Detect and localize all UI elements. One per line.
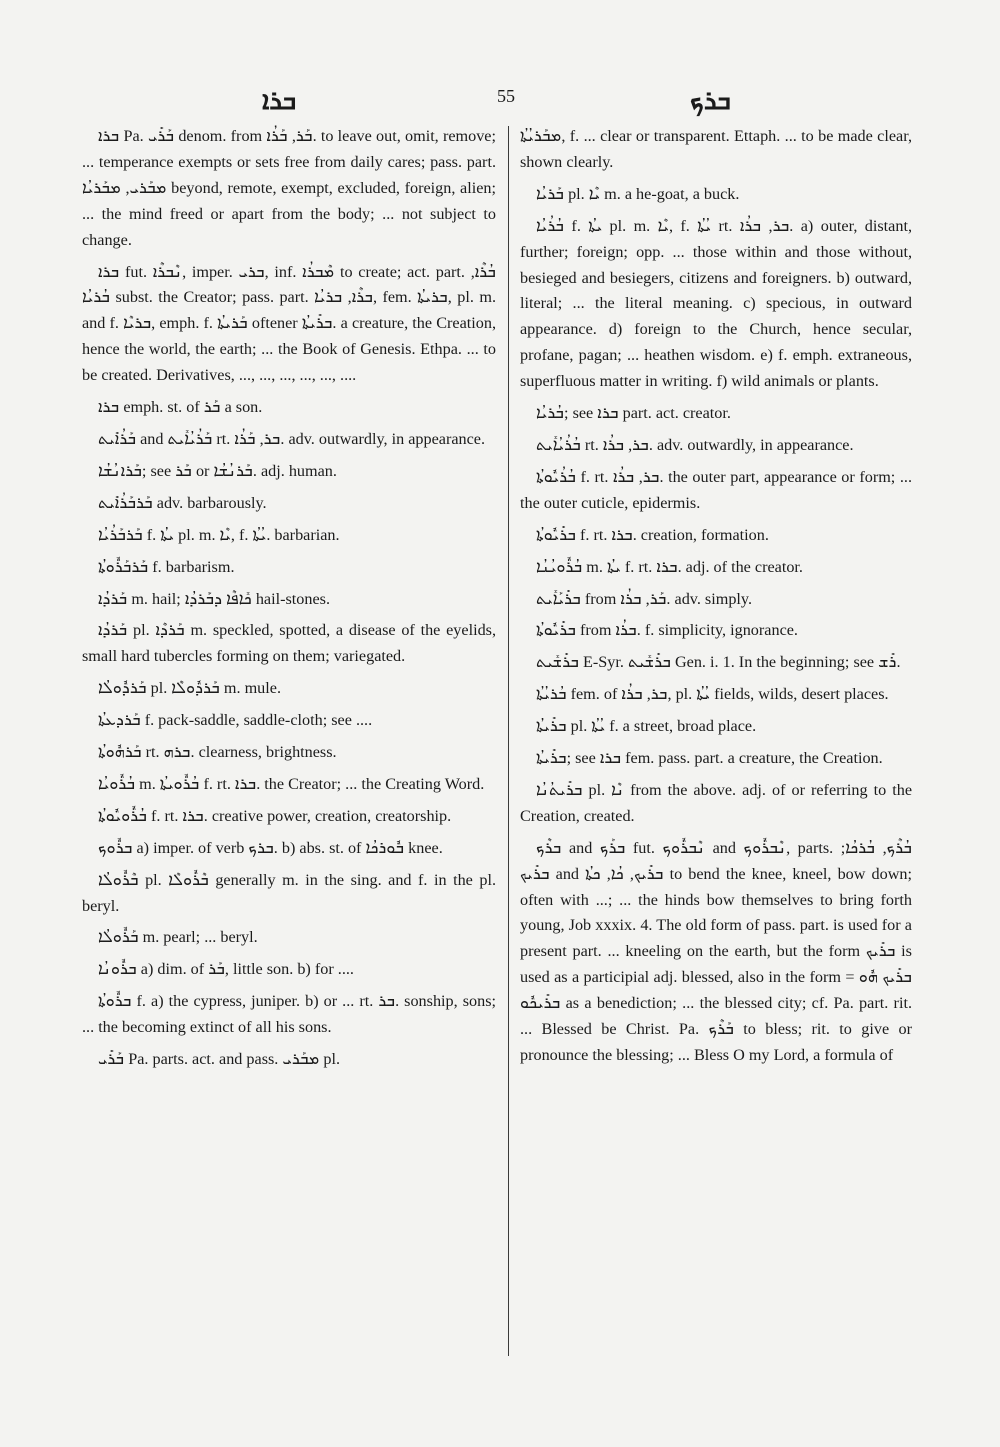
page-number: 55 [497, 86, 515, 106]
dictionary-entry: ܒܰܪܒܰܪܽܘܬܳܐ f. barbarism. [98, 557, 235, 576]
dictionary-entry: ܒܶܪܽܘܠܳܐ pl. ܒܶܪܽܘܠܶܐ generally m. in the sing. and f. in the pl. beryl. [82, 870, 497, 915]
dictionary-entry: ܒܪܽܘܬܳܐ f. a) the cypress, juniper. b) or ... rt. ܒܪ. sonship, sons; ... the becoming extinct of all his sons. [82, 992, 496, 1037]
dictionary-entry: ܒܪܽܘܢܳܐ a) dim. of ܒܰܪ, little son. b) for .... [98, 960, 354, 979]
dictionary-entry: ܒܪܶܟ and ܒܪܰܟ fut. ܢܶܒܪܽܘܟ and ܢܶܒܪܽܘܟ, parts. ܒܳܪܶܟ, ܒܳܪܟܳܐ; ܒܪܺܝܟ and ܒܪܺܝܟ, ܟܳܐ, ܟܬܳܐ to bend the knee, kneel, bow down; often with ...; ... the hinds bow themselves to bring forth young, Job xxxix. 4. The old form of pass. part. is used for a present part. ... kneeling on the earth, but the form ܒܪܺܝܟ is used as a participial adj. blessed, also in the form ܒܪܺܝܟ ܗܽܘ = ܒܪܺܝܟܽܘ as a benediction; ... the blessed city; cf. Pa. part. rit. ... Blessed be Christ. Pa. ܒܰܪܶܟ to bless; rit. to give or pronounce the blessing; ... Bless O my Lord, a formula of [520, 838, 913, 1064]
dictionary-entry: ܒܪܺܫܺܝܬ E-Syr. ܒܪܺܫܺܝܬ Gen. i. 1. In the beginning; see ܪܺܫ. [536, 653, 901, 672]
right-running-head: ܒܪܟ [690, 86, 731, 115]
dictionary-entry: ܡܒܰܪܝܳܬܳܐ, f. ... clear or transparent. Ettaph. ... to be made clear, shown clearly. [520, 127, 912, 171]
dictionary-entry: ܒܰܪܺܝ Pa. parts. act. and pass. ܡܒܰܪܝ pl. [98, 1050, 341, 1069]
dictionary-entry: ܒܰܪܒܰܪܳܐܺܝܬ adv. barbarously. [98, 493, 267, 512]
dictionary-entry: ܒܪܐ Pa. ܒܰܪܺܝ denom. from ܒܰܪ, ܒܰܪܳܐ. to leave out, omit, remove; ... temperance exempts or sets free from daily cares; pass. part. ܡܒܰܪܝ, ܡܒܰܪܝܳܐ beyond, remote, exempt, excluded, foreign, alien; ... the mind freed or apart from the body; ... not subject to change. [82, 127, 497, 249]
right-column [520, 124, 912, 1075]
dictionary-entry: ܒܰܪܝܳܐ pl. ܝܶܐ m. a he-goat, a buck. [536, 184, 740, 203]
dictionary-entry: ܒܰܪܗܽܘܬܳܐ rt. ܒܪܗ. clearness, brightness. [98, 743, 337, 762]
dictionary-entry: ܒܪܺܝܬܳܐ pl. ܝܳܬܳܐ f. a street, broad place. [536, 717, 757, 736]
dictionary-entry: ܒܰܪܕܳܐ pl. ܒܰܪܕܶܐ m. speckled, spotted, a disease of the eyelids, small hard tubercles forming on them; variegated. [82, 621, 497, 666]
dictionary-entry: ܒܪܐ fut. ܢܶܒܪܶܐ, imper. ܒܪܝ, inf. ܡܶܒܪܳܐ to create; act. part. ܒܳܪܶܐ, ܒܳܪܝܳܐ subst. the Creator; pass. part. ܒܪܶܐ, ܒܪܝܳܐ, fem. ܒܪܝܬܳܐ, pl. m. and f. ܒܪܝܶܐ, emph. f. ܒܰܪܝܬܳܐ oftener ܒܪܺܝܬܳܐ. a creature, the Creation, hence the world, the earth; ... the Book of Genesis. Ethpa. ... to be created. Derivatives, ..., ..., ..., ..., ..., .... [82, 262, 497, 385]
dictionary-entry: ܒܰܪܳܐܺܝܬ and ܒܰܪܳܝܳܐܺܝܬ rt. ܒܪ, ܒܰܪܳܐ. adv. outwardly, in appearance. [98, 429, 486, 448]
column-divider [508, 126, 509, 1356]
dictionary-entry: ܒܳܪܳܝܳܐ f. ܝܬܳܐ pl. m. ܝܶܐ, f. ܝܳܬܳܐ rt. ܒܪ, ܒܪܳܐ. a) outer, distant, further; foreign; opp. ... those within and those without, besieged and besiegers, citizens and foreigners. b) outward, literal; ... the literal meaning. c) specious, in outward appearance. d) foreign to the Church, hence secular, profane, pagan; ... heathen wisdom. e) f. emph. extraneous, superfluous matter in writing. f) wild animals or plants. [520, 216, 913, 391]
dictionary-entry: ܒܳܪܽܘܝܳܢܳܐ m. ܝܬܳܐ f. rt. ܒܪܐ. adj. of the creator. [536, 557, 803, 576]
dictionary-entry: ܒܪܺܝܬܳܢܳܐ pl. ܢܶܐ from the above. adj. of or referring to the Creation, created. [520, 780, 913, 825]
dictionary-entry: ܒܰܪܐܢܳܫܳܐ; see ܒܰܪ or ܒܰܪܢܳܫܳܐ. adj. human. [98, 461, 337, 480]
dictionary-entry: ܒܪܽܘܟ a) imper. of verb ܒܪܟ. b) abs. st. of ܒܽܘܪܟܳܐ knee. [98, 838, 443, 857]
dictionary-entry: ܒܳܪܳܝܳܐܺܝܬ rt. ܒܪ, ܒܪܳܐ. adv. outwardly, in appearance. [536, 435, 854, 454]
dictionary-entry: ܒܰܪܽܘܠܳܐ m. pearl; ... beryl. [98, 928, 258, 947]
dictionary-entry: ܒܪܺܝܽܘܬܳܐ from ܒܪܳܐ. f. simplicity, ignorance. [536, 621, 798, 640]
dictionary-entry: ܒܰܪܕܥܬܳܐ f. pack-saddle, saddle-cloth; see .... [98, 711, 373, 730]
dictionary-entry: ܒܪܺܝܬܳܐ; see ܒܪܐ fem. pass. part. a creature, the Creation. [536, 749, 883, 768]
dictionary-entry: ܒܳܪܝܳܬܳܐ fem. of ܒܪ, ܒܪܳܐ, pl. ܝܳܬܳܐ fields, wilds, desert places. [536, 685, 889, 704]
dictionary-entry: ܒܰܪܕܳܐ m. hail; ܟܺܐܦܶܐ ܕܒܰܪܕܳܐ hail-stones. [98, 589, 331, 608]
dictionary-entry: ܒܰܪܒܰܪܳܝܳܐ f. ܝܬܳܐ pl. m. ܝܶܐ, f. ܝܳܬܳܐ. barbarian. [98, 525, 340, 544]
dictionary-entry: ܒܳܪܽܘܝܽܘܬܳܐ f. rt. ܒܪܐ. creative power, creation, creatorship. [98, 806, 452, 825]
dictionary-entry: ܒܪܐ emph. st. of ܒܰܪ a son. [98, 398, 263, 417]
left-running-head: ܒܪܐ [262, 86, 297, 115]
dictionary-entry: ܒܪܺܝܽܘܬܳܐ f. rt. ܒܪܐ. creation, formation. [536, 525, 769, 544]
left-column [82, 124, 496, 1079]
dictionary-entry: ܒܳܪܝܳܐ; see ܒܪܐ part. act. creator. [536, 404, 731, 423]
dictionary-entry: ܒܳܪܳܝܽܘܬܳܐ f. rt. ܒܪ, ܒܪܳܐ. the outer part, appearance or form; ... the outer cuticle, epidermis. [520, 467, 912, 512]
dictionary-entry: ܒܰܪܕܽܘܠܳܐ pl. ܒܰܪܕܽܘܠܶܐ m. mule. [98, 679, 282, 698]
dictionary-entry: ܒܳܪܽܘܝܳܐ m. ܒܳܪܽܘܝܬܳܐ f. rt. ܒܪܐ. the Creator; ... the Creating Word. [98, 774, 485, 793]
dictionary-entry: ܒܪܺܝܰܐܺܝܬ from ܒܰܪ, ܒܪܳܐ. adv. simply. [536, 589, 752, 608]
